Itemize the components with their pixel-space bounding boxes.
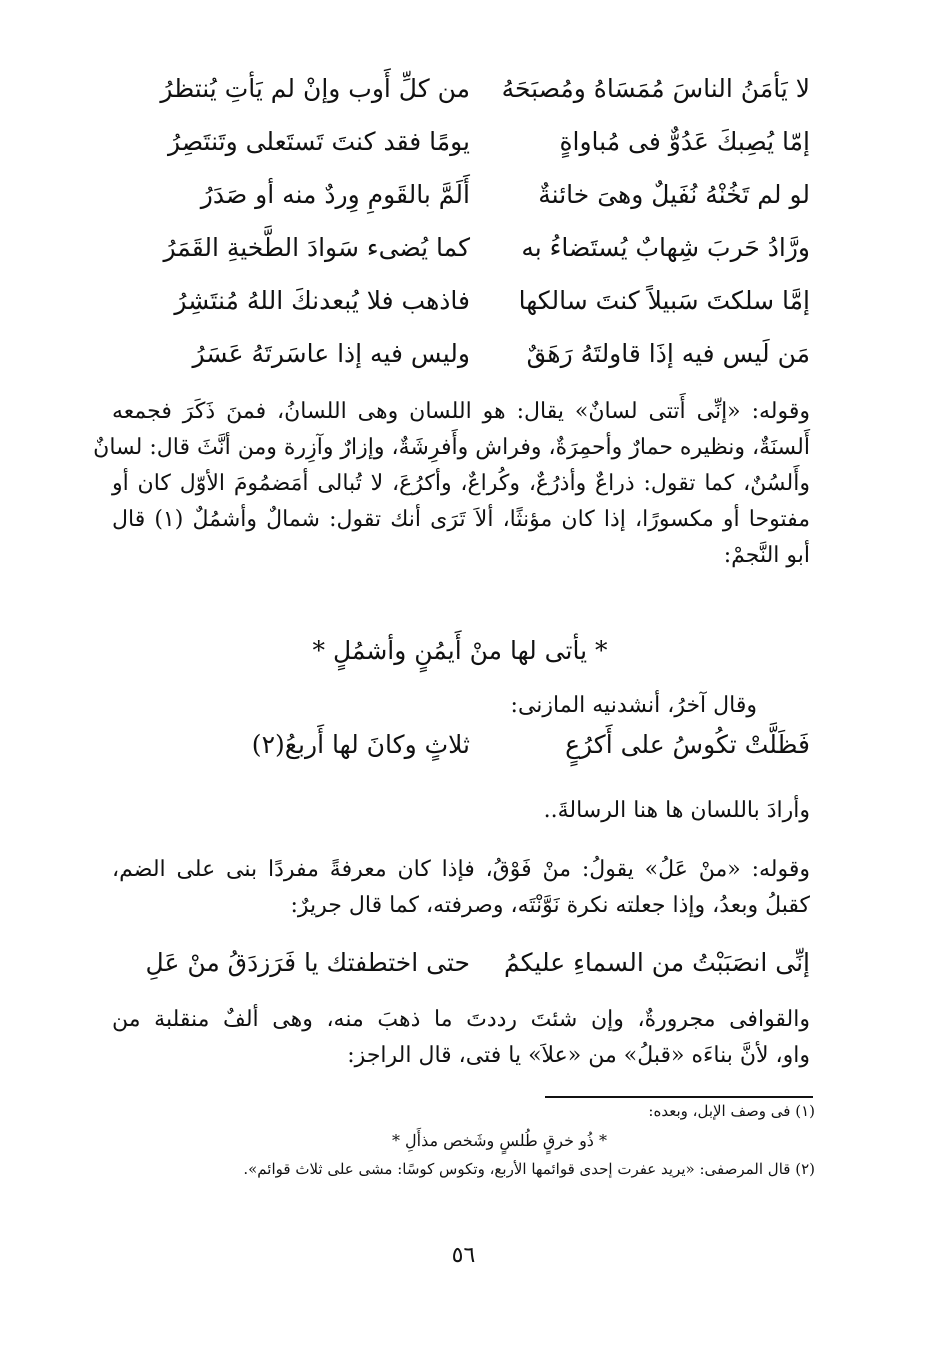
verse-first-hemistich: لو لم تَخُنْهُ نُفَيلٌ وهىَ خائنةٌ: [538, 180, 810, 209]
text-line: وقوله: «منْ عَلُ» يقولُ: منْ فَوْقُ، فإذا كان معرفةً مفردًا بنى على الضم،: [112, 857, 810, 882]
footnote-1-verse: * ذُو خرقٍ طُلسٍ وشَخص مذأَلِ *: [391, 1131, 607, 1150]
verse-first-hemistich: ورَّادُ حَربَ شِهابٌ يُستَضاءُ به: [521, 233, 810, 262]
verse-second-hemistich: ثلاثٍ وكانَ لها أَربعُ(٢): [251, 729, 470, 759]
verse-second-hemistich: وليس فيه إذا عاسَرتَهُ عَسَرُ: [192, 339, 470, 368]
verse-second-hemistich: كما يُضىء سَوادَ الطَّخيةِ القَمَرُ: [163, 233, 470, 262]
text-line: واو، لأنَّ بناءَه «قبلُ» من «علاَ» يا فتى، قال الراجز:: [347, 1043, 810, 1068]
poem-block: [110, 62, 810, 380]
verse-second-hemistich: من كلِّ أَوب وإنْ لم يَأتِ يُنتظرُ: [160, 74, 470, 103]
poem-verse: [110, 722, 810, 766]
verse-second-hemistich: أَلَمَّ بالقَومِ وِردٌ منه أو صَدَرُ: [200, 180, 470, 209]
poem-block: [110, 940, 810, 984]
text-line: وأَلسُنٌ، كما تقول: ذراعٌ وأذرُعٌ، وكُراعٌ، وأكرُعَ، لا تُبالى أمَضمُومَ الأوّل كان أو: [112, 471, 810, 496]
footnote-separator: [545, 1096, 813, 1098]
text-line: مفتوحا أو مكسورًا، إذا كان مؤنثًا، ألاَ تَرَى أنك تقول: شمالٌ وأشمُلٌ (١) قال: [112, 507, 811, 532]
explanatory-line: وأرادَ باللسان ها هنا الرسالةَ..: [543, 798, 810, 823]
verse-first-hemistich: لا يَأمَنُ الناسَ مُمَسَاهُ ومُصبَحَهُ: [501, 74, 810, 103]
commentary-paragraph: [112, 852, 810, 924]
poem-verse: [110, 940, 810, 984]
page-number: ٥٦: [451, 1243, 476, 1268]
poem-verse: [110, 327, 810, 380]
footnote-2: (٢) قال المرصفى: «يريد عفرت إحدى قوائمها الأربع، وتكوس كوسًا: مشى على ثلاث قوائم».: [243, 1160, 815, 1178]
footnote-1: (١) فى وصف الإبل، وبعده:: [648, 1102, 815, 1120]
text-line: كقبلُ وبعدُ، وإذا جعلته نكرة نَوَّنْتَه، وصرفته، كما قال جريرٌ:: [290, 893, 810, 918]
text-line: أَلسنَةٌ، ونظيره حمارٌ وأحمِرَةٌ، وفراش وأَفرِشَةٌ، وإزارٌ وآزِرة ومن أنَّثَ قال: لسانٌ: [93, 435, 810, 460]
verse-second-hemistich: حتى اختطفتك يا فَرَزدَقُ منْ عَلِ: [145, 947, 470, 977]
verse-first-hemistich: إمَّا سلكتَ سَبيلاً كنتَ سالكها: [518, 286, 810, 315]
commentary-paragraph: [112, 1002, 810, 1074]
verse-intro: وقال آخرُ، أنشدنيه المازنى:: [510, 693, 757, 718]
verse-first-hemistich: فَظَلَّتْ تكُوسُ على أَكرُعٍ: [565, 729, 810, 759]
quoted-verse: * يأتى لها منْ أَيمُنٍ وأشمُلٍ *: [312, 636, 608, 665]
text-line: أبو النَّجمْ:: [723, 543, 810, 568]
verse-first-hemistich: إمّا يُصِبكَ عَدُوٌّ فى مُباواةٍ: [559, 127, 810, 156]
verse-second-hemistich: يومًا فقد كنتَ تَستَعلى وتَنتَصِرُ: [168, 127, 470, 156]
verse-first-hemistich: مَن لَيس فيه إذَا قاولتَهُ رَهَقٌ: [526, 339, 810, 368]
poem-verse: [110, 115, 810, 168]
poem-verse: [110, 221, 810, 274]
poem-verse: [110, 168, 810, 221]
verse-first-hemistich: إنِّى انصَبَبْتُ من السماءِ عليكمُ: [503, 947, 810, 977]
poem-block: [110, 722, 810, 766]
text-line: والقوافى مجرورةٌ، وإن شئتَ رددتَ ما ذهبَ منه، وهى ألفٌ منقلبة من: [112, 1007, 810, 1032]
verse-second-hemistich: فاذهب فلا يُبعدنكَ اللهُ مُنتَشِرُ: [174, 286, 470, 315]
poem-verse: [110, 274, 810, 327]
text-line: وقوله: «إنِّى أَتتى لسانٌ» يقال: هو اللسان وهى اللسانُ، فمنَ ذَكَرَ فجمعه: [112, 399, 810, 424]
poem-verse: [110, 62, 810, 115]
commentary-paragraph: [93, 394, 811, 574]
